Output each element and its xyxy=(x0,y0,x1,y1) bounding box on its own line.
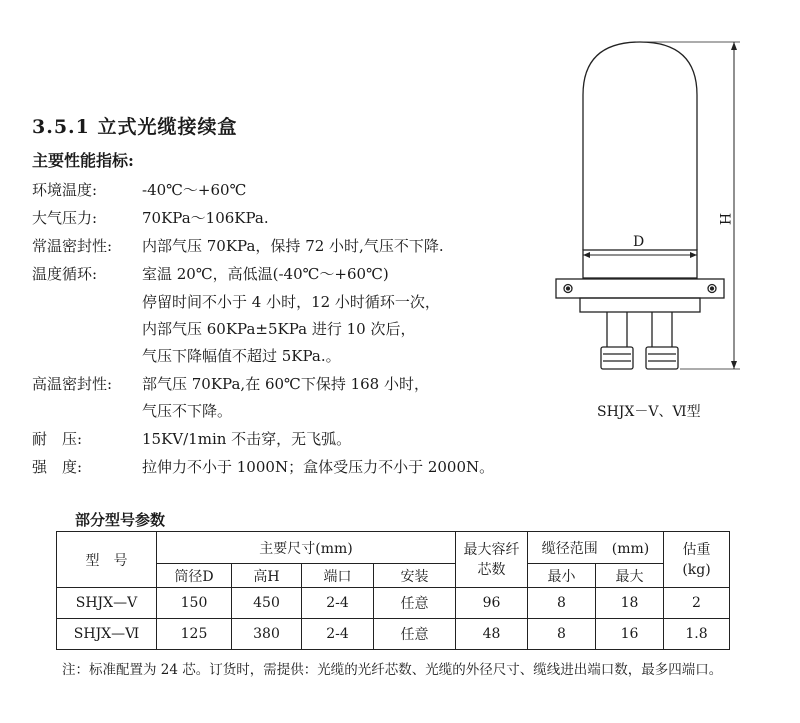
dome-outline xyxy=(583,42,697,250)
spec-label: 环境温度: xyxy=(32,181,98,199)
dimension-d-label: D xyxy=(633,234,645,250)
params-table xyxy=(56,531,730,650)
header-model: 型 号 xyxy=(57,532,157,588)
table-row xyxy=(57,588,730,619)
header-min: 最小 xyxy=(528,564,596,588)
cell-weight: 1.8 xyxy=(664,619,730,650)
header-install: 安装 xyxy=(374,564,456,588)
cell-port: 2-4 xyxy=(302,588,374,619)
section-title: 3.5.1 立式光缆接续盒 xyxy=(32,116,238,138)
cell-port: 2-4 xyxy=(302,619,374,650)
spec-continuation: 气压不下降。 xyxy=(142,402,233,420)
spec-value: 15KV/1min 不击穿，无飞弧。 xyxy=(142,430,352,448)
cell-core: 48 xyxy=(456,619,528,650)
cell-weight: 2 xyxy=(664,588,730,619)
mounting-flange xyxy=(556,279,724,298)
order-note: 注：标准配置为 24 芯。订货时，需提供：光缆的光纤芯数、光缆的外径尺寸、缆线进出端口数，最多四端口。 xyxy=(62,662,723,678)
cell-diameter: 125 xyxy=(157,619,232,650)
cell-max: 16 xyxy=(596,619,664,650)
spec-label: 大气压力: xyxy=(32,209,98,227)
cell-max: 18 xyxy=(596,588,664,619)
header-max-core: 最大容纤芯数 xyxy=(456,532,528,588)
header-diameter: 筒径D xyxy=(157,564,232,588)
base-ring xyxy=(583,250,697,278)
spec-label: 常温密封性: xyxy=(32,237,113,255)
table-title: 部分型号参数 xyxy=(75,511,166,529)
spec-label: 高温密封性: xyxy=(32,375,113,393)
spec-label: 耐 压: xyxy=(32,430,83,448)
spec-continuation: 气压下降幅值不超过 5KPa.。 xyxy=(142,347,341,365)
spec-value: 70KPa～106KPa. xyxy=(142,209,269,227)
cell-height: 450 xyxy=(232,588,302,619)
spec-value: 室温 20℃，高低温(-40℃～+60℃) xyxy=(142,265,389,283)
header-height: 高H xyxy=(232,564,302,588)
cell-height: 380 xyxy=(232,619,302,650)
spec-continuation: 停留时间不小于 4 小时，12 小时循环一次， xyxy=(142,293,440,311)
cell-install: 任意 xyxy=(374,588,456,619)
cell-model: SHJX—Ⅴ xyxy=(57,588,157,619)
drawing-caption: SHJX－Ⅴ、Ⅵ型 xyxy=(597,404,701,420)
cell-model: SHJX—Ⅵ xyxy=(57,619,157,650)
base-plate xyxy=(580,298,700,312)
header-weight: 估重(kg) xyxy=(664,532,730,588)
dimension-h-label: H xyxy=(716,212,733,226)
spec-heading: 主要性能指标: xyxy=(32,151,134,170)
header-cable-range: 缆径范围 (mm) xyxy=(528,532,664,564)
cell-core: 96 xyxy=(456,588,528,619)
table-row xyxy=(57,619,730,650)
spec-value: -40℃～+60℃ xyxy=(142,181,247,199)
spec-label: 强 度: xyxy=(32,458,83,476)
cell-install: 任意 xyxy=(374,619,456,650)
spec-value: 拉伸力不小于 1000N；盒体受压力不小于 2000N。 xyxy=(142,458,495,476)
cell-min: 8 xyxy=(528,619,596,650)
header-port: 端口 xyxy=(302,564,374,588)
cell-diameter: 150 xyxy=(157,588,232,619)
spec-value: 内部气压 70KPa，保持 72 小时,气压不下降. xyxy=(142,237,444,255)
cell-min: 8 xyxy=(528,588,596,619)
spec-continuation: 内部气压 60KPa±5KPa 进行 10 次后， xyxy=(142,320,416,338)
header-max: 最大 xyxy=(596,564,664,588)
header-size: 主要尺寸(mm) xyxy=(157,532,456,564)
spec-label: 温度循环: xyxy=(32,265,98,283)
spec-value: 部气压 70KPa,在 60℃下保持 168 小时， xyxy=(142,375,429,393)
